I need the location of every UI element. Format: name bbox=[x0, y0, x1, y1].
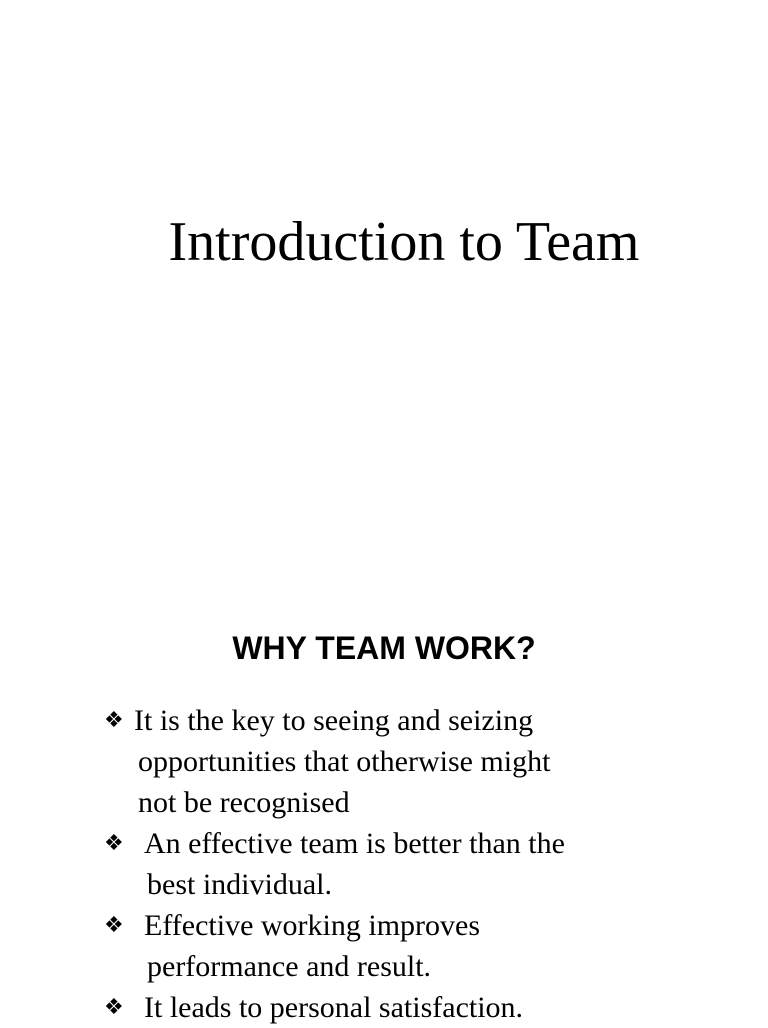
bullet-text bbox=[104, 823, 724, 905]
four-diamond-bullet-icon: ❖ bbox=[104, 831, 124, 856]
bullet-line: It leads to personal satisfaction. bbox=[144, 991, 524, 1024]
four-diamond-bullet-icon: ❖ bbox=[104, 708, 124, 733]
four-diamond-bullet-icon: ❖ bbox=[104, 995, 124, 1020]
section-heading: WHY TEAM WORK? bbox=[232, 630, 536, 666]
bullet-list bbox=[104, 700, 724, 1028]
bullet-text bbox=[104, 905, 724, 987]
bullet-line: It is the key to seeing and seizing bbox=[134, 704, 534, 737]
bullet-item bbox=[104, 987, 724, 1028]
bullet-line: opportunities that otherwise might bbox=[138, 745, 551, 778]
slide-title: Introduction to Team bbox=[168, 211, 640, 273]
bullet-line: not be recognised bbox=[138, 786, 350, 819]
bullet-item bbox=[104, 700, 724, 823]
bullet-text bbox=[104, 987, 724, 1028]
four-diamond-bullet-icon: ❖ bbox=[104, 913, 124, 938]
bullet-line: Effective working improves bbox=[144, 909, 481, 942]
bullet-line: best individual. bbox=[147, 868, 332, 901]
bullet-text bbox=[104, 700, 724, 823]
bullet-line: performance and result. bbox=[147, 950, 432, 983]
bullet-item bbox=[104, 905, 724, 987]
bullet-line: An effective team is better than the bbox=[144, 827, 565, 860]
bullet-item bbox=[104, 823, 724, 905]
